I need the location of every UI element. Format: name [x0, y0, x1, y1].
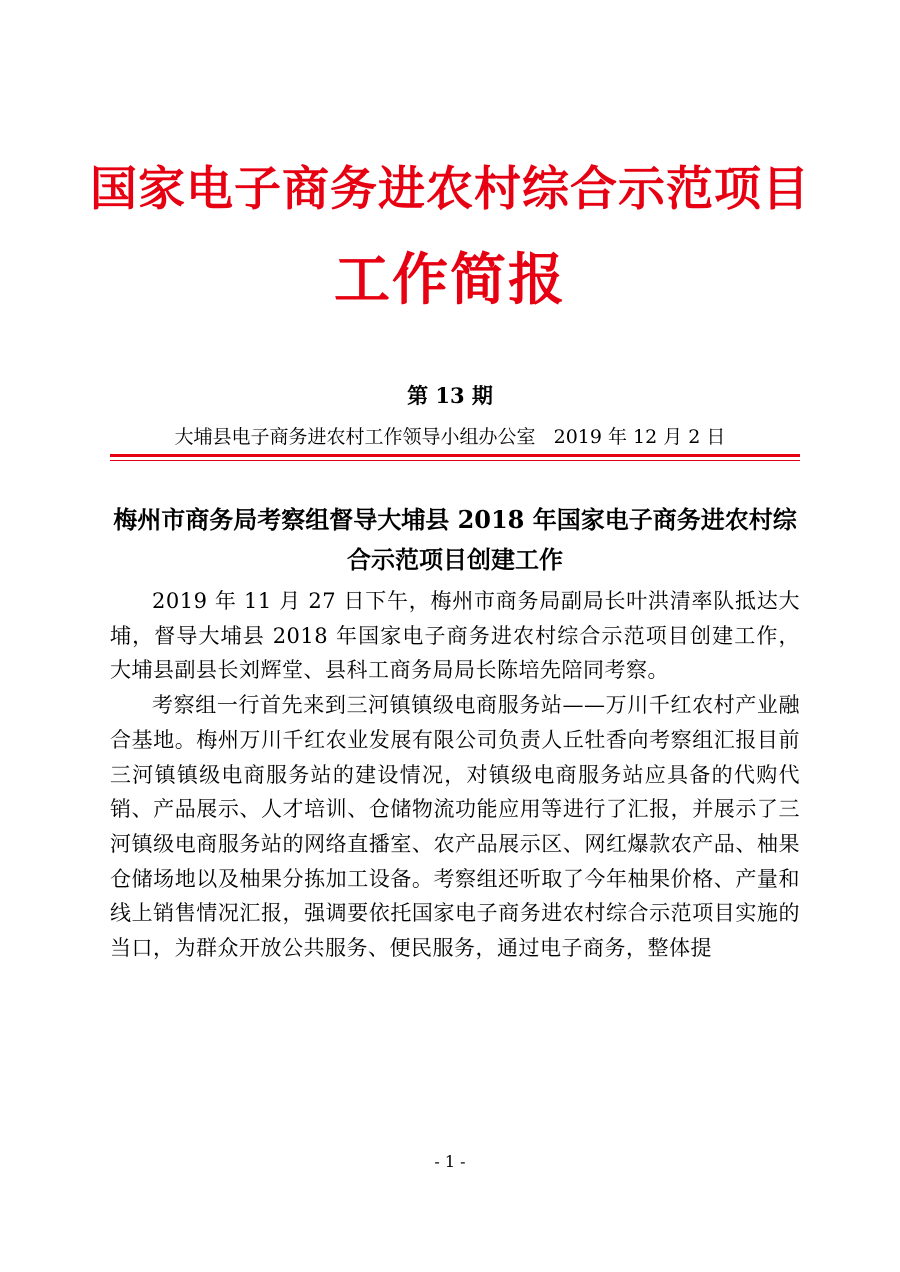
masthead-title-line1: 国家电子商务进农村综合示范项目 — [90, 162, 810, 217]
article-title: 梅州市商务局考察组督导大埔县 2018 年国家电子商务进农村综合示范项目创建工作 — [113, 505, 797, 574]
issue-date: 2019 年 12 月 2 日 — [553, 426, 726, 448]
issuer-line — [0, 424, 900, 450]
red-divider-thick — [110, 454, 800, 457]
page-number: - 1 - — [434, 1152, 466, 1171]
issuer-office: 大埔县电子商务进农村工作领导小组办公室 — [174, 426, 536, 448]
article-body — [110, 584, 800, 966]
masthead-title-line2: 工作简报 — [334, 247, 566, 313]
red-divider-thin — [110, 460, 800, 461]
article-paragraph: 2019 年 11 月 27 日下午，梅州市商务局副局长叶洪清率队抵达大埔，督导大埔县 2018 年国家电子商务进农村综合示范项目创建工作，大埔县副县长刘辉堂、县科工商务局局长陈培先陪同考察。 — [110, 589, 800, 683]
article-paragraph: 考察组一行首先来到三河镇镇级电商服务站——万川千红农村产业融合基地。梅州万川千红农业发展有限公司负责人丘牡香向考察组汇报目前三河镇镇级电商服务站的建设情况，对镇级电商服务站应具备的代购代销、产品展示、人才培训、仓储物流功能应用等进行了汇报，并展示了三河镇级电商服务站的网络直播室、农产品展示区、网红爆款农产品、柚果仓储场地以及柚果分拣加工设备。考察组还听取了今年柚果价格、产量和线上销售情况汇报，强调要依托国家电子商务进农村综合示范项目实施的当口，为群众开放公共服务、便民服务，通过电子商务，整体提 — [110, 693, 800, 961]
issue-number: 第 13 期 — [407, 383, 493, 408]
